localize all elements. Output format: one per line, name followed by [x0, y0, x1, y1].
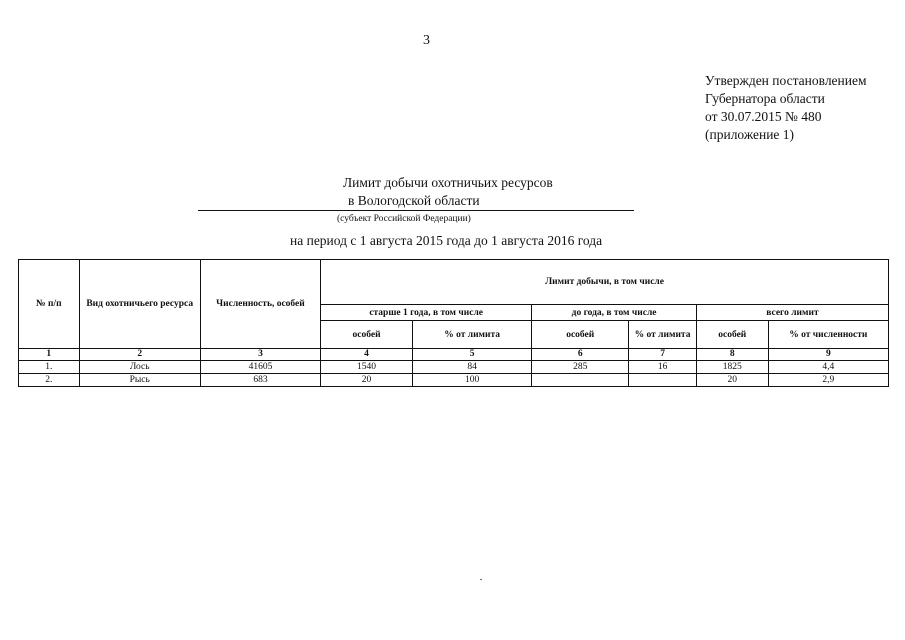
young-pct-value [629, 374, 697, 387]
approval-line-2: Губернатора области [705, 91, 825, 106]
column-number: 9 [768, 349, 888, 361]
row-number: 2. [19, 374, 80, 387]
approval-line-3: от 30.07.2015 № 480 [705, 109, 822, 124]
scan-speck [480, 579, 482, 580]
table-row [19, 361, 889, 374]
page-number: 3 [423, 33, 430, 48]
header-population: Численность, особей [200, 260, 320, 349]
approval-line-4: (приложение 1) [705, 127, 795, 142]
header-young-pct: % от лимита [629, 321, 697, 349]
older-count-value: 20 [321, 374, 413, 387]
subject-caption: (субъект Российской Федерации) [337, 214, 471, 224]
column-number: 4 [321, 349, 413, 361]
header-older-group: старше 1 года, в том числе [321, 305, 532, 321]
column-number: 3 [200, 349, 320, 361]
resource-name: Рысь [79, 374, 200, 387]
title-underline [198, 210, 634, 211]
column-number: 8 [696, 349, 768, 361]
young-count-value [532, 374, 629, 387]
column-number: 7 [629, 349, 697, 361]
older-pct-value: 84 [413, 361, 532, 374]
period-line: на период с 1 августа 2015 года до 1 августа 2016 года [290, 233, 603, 248]
population-value: 683 [200, 374, 320, 387]
header-num: № п/п [19, 260, 80, 349]
column-number-row [19, 349, 889, 361]
table-row [19, 374, 889, 387]
region-name: в Вологодской области [348, 193, 480, 208]
approval-line-1: Утвержден постановлением [705, 73, 867, 88]
young-pct-value: 16 [629, 361, 697, 374]
total-count-value: 20 [696, 374, 768, 387]
total-count-value: 1825 [696, 361, 768, 374]
column-number: 2 [79, 349, 200, 361]
approval-stamp [705, 72, 867, 144]
column-number: 6 [532, 349, 629, 361]
total-pct-value: 2,9 [768, 374, 888, 387]
limits-table [18, 259, 889, 387]
header-resource: Вид охотничьего ресурса [79, 260, 200, 349]
older-pct-value: 100 [413, 374, 532, 387]
header-total-pct: % от численности [768, 321, 888, 349]
header-total-count: особей [696, 321, 768, 349]
header-young-group: до года, в том числе [532, 305, 697, 321]
young-count-value: 285 [532, 361, 629, 374]
row-number: 1. [19, 361, 80, 374]
header-young-count: особей [532, 321, 629, 349]
population-value: 41605 [200, 361, 320, 374]
header-total-group: всего лимит [696, 305, 888, 321]
older-count-value: 1540 [321, 361, 413, 374]
resource-name: Лось [79, 361, 200, 374]
column-number: 5 [413, 349, 532, 361]
header-limit-group: Лимит добычи, в том числе [321, 260, 889, 305]
header-older-count: особей [321, 321, 413, 349]
document-title: Лимит добычи охотничьих ресурсов [343, 175, 553, 190]
header-older-pct: % от лимита [413, 321, 532, 349]
column-number: 1 [19, 349, 80, 361]
total-pct-value: 4,4 [768, 361, 888, 374]
